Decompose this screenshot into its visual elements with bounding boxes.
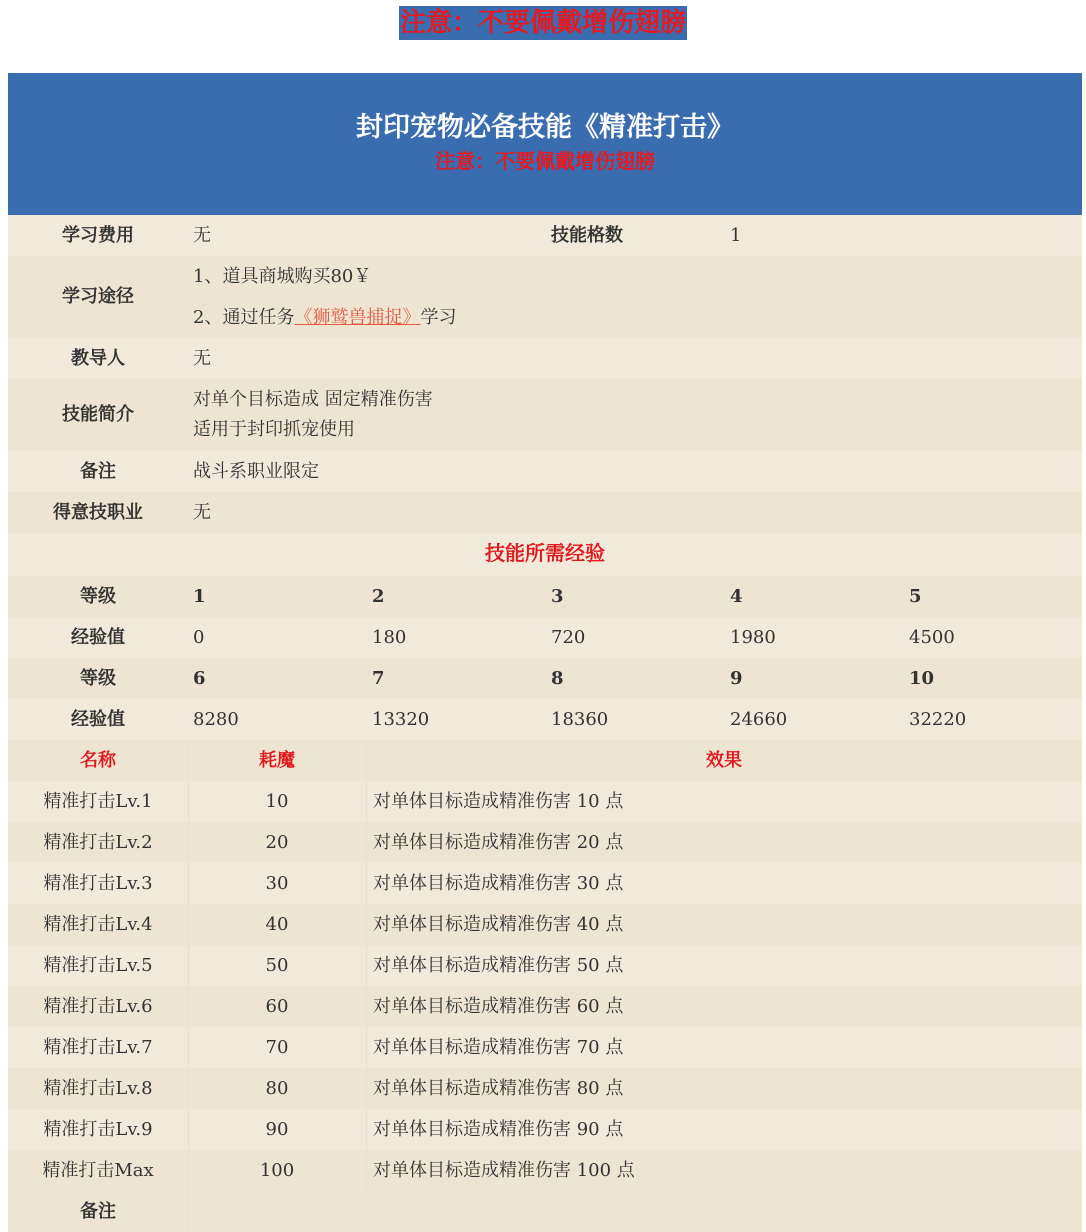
level-label: 等级 bbox=[80, 668, 116, 689]
info-row-route bbox=[8, 256, 1082, 338]
exp-section-title: 技能所需经验 bbox=[485, 541, 605, 565]
exp-level-row-1 bbox=[8, 576, 1082, 617]
route-line-2 bbox=[193, 297, 456, 338]
skill-level-name: 精准打击Lv.7 bbox=[43, 1037, 153, 1058]
exp-cell: 180 bbox=[372, 627, 407, 648]
level-cell: 2 bbox=[372, 586, 385, 607]
skill-level-name: 精准打击Lv.1 bbox=[43, 791, 153, 812]
exp-cell: 1980 bbox=[730, 627, 776, 648]
info-row-job bbox=[8, 492, 1082, 533]
level-cell: 9 bbox=[730, 668, 743, 689]
job-label: 得意技职业 bbox=[53, 502, 143, 523]
info-row-cost bbox=[8, 215, 1082, 256]
skill-level-name: 精准打击Lv.9 bbox=[43, 1119, 153, 1140]
col-header-mp: 耗魔 bbox=[259, 750, 295, 771]
table-row bbox=[8, 986, 1082, 1027]
exp-value-row-1 bbox=[8, 617, 1082, 658]
slots-label: 技能格数 bbox=[551, 225, 623, 246]
skill-level-mp: 80 bbox=[265, 1078, 289, 1099]
exp-cell: 8280 bbox=[193, 709, 239, 730]
exp-level-row-2 bbox=[8, 658, 1082, 699]
skill-level-mp: 30 bbox=[265, 873, 289, 894]
skill-table-footer bbox=[8, 1191, 1082, 1232]
col-header-name: 名称 bbox=[80, 750, 116, 771]
skill-level-name: 精准打击Lv.6 bbox=[43, 996, 153, 1017]
level-cell: 7 bbox=[372, 668, 385, 689]
skill-info-panel bbox=[8, 215, 1082, 1232]
skill-level-effect: 对单体目标造成精准伤害 20 点 bbox=[373, 832, 624, 853]
table-row bbox=[8, 1109, 1082, 1150]
info-row-intro bbox=[8, 379, 1082, 451]
skill-level-effect: 对单体目标造成精准伤害 80 点 bbox=[373, 1078, 624, 1099]
level-cell: 5 bbox=[909, 586, 922, 607]
skill-level-effect: 对单体目标造成精准伤害 50 点 bbox=[373, 955, 624, 976]
skill-table-header bbox=[8, 740, 1082, 781]
exp-label: 经验值 bbox=[71, 709, 125, 730]
job-value: 无 bbox=[193, 502, 211, 523]
skill-level-effect: 对单体目标造成精准伤害 60 点 bbox=[373, 996, 624, 1017]
exp-label: 经验值 bbox=[71, 627, 125, 648]
exp-cell: 720 bbox=[551, 627, 586, 648]
mentor-label: 教导人 bbox=[71, 348, 125, 369]
route-label: 学习途径 bbox=[62, 286, 134, 307]
slots-value: 1 bbox=[730, 225, 742, 246]
exp-cell: 4500 bbox=[909, 627, 955, 648]
page-title: 封印宠物必备技能《精准打击》 bbox=[356, 112, 734, 143]
table-row bbox=[8, 945, 1082, 986]
skill-level-mp: 40 bbox=[265, 914, 289, 935]
level-cell: 3 bbox=[551, 586, 564, 607]
intro-line-2: 适用于封印抓宠使用 bbox=[193, 419, 355, 440]
skill-level-effect: 对单体目标造成精准伤害 40 点 bbox=[373, 914, 624, 935]
route-line-1: 1、道具商城购买80￥ bbox=[193, 266, 372, 287]
mentor-value: 无 bbox=[193, 348, 211, 369]
cost-value: 无 bbox=[193, 225, 211, 246]
top-notice bbox=[0, 6, 1086, 40]
info-row-note bbox=[8, 451, 1082, 492]
table-row bbox=[8, 904, 1082, 945]
level-cell: 4 bbox=[730, 586, 743, 607]
skill-level-mp: 20 bbox=[265, 832, 289, 853]
table-row bbox=[8, 863, 1082, 904]
exp-cell: 32220 bbox=[909, 709, 967, 730]
table-row bbox=[8, 1150, 1082, 1191]
column-divider bbox=[188, 740, 189, 1232]
skill-level-name: 精准打击Max bbox=[42, 1160, 154, 1181]
intro-line-1: 对单个目标造成 固定精准伤害 bbox=[193, 389, 433, 410]
skill-level-name: 精准打击Lv.4 bbox=[43, 914, 153, 935]
page-header bbox=[8, 73, 1082, 215]
exp-value-row-2 bbox=[8, 699, 1082, 740]
skill-level-name: 精准打击Lv.8 bbox=[43, 1078, 153, 1099]
exp-cell: 0 bbox=[193, 627, 205, 648]
page-subtitle-warning: 注意：不要佩戴增伤翅膀 bbox=[435, 149, 655, 173]
top-notice-text: 注意：不要佩戴增伤翅膀 bbox=[399, 8, 686, 38]
skill-level-effect: 对单体目标造成精准伤害 90 点 bbox=[373, 1119, 624, 1140]
note-value: 战斗系职业限定 bbox=[193, 461, 319, 482]
exp-cell: 13320 bbox=[372, 709, 430, 730]
cost-label: 学习费用 bbox=[62, 225, 134, 246]
note-label: 备注 bbox=[80, 461, 116, 482]
table-row bbox=[8, 1027, 1082, 1068]
skill-level-effect: 对单体目标造成精准伤害 70 点 bbox=[373, 1037, 624, 1058]
skill-level-mp: 60 bbox=[265, 996, 289, 1017]
skill-level-mp: 100 bbox=[259, 1160, 295, 1181]
level-cell: 10 bbox=[909, 668, 935, 689]
route-line-2-suffix: 学习 bbox=[420, 307, 457, 328]
table-row bbox=[8, 781, 1082, 822]
column-divider bbox=[366, 740, 367, 1191]
level-cell: 8 bbox=[551, 668, 564, 689]
route-line-2-prefix: 2、通过任务 bbox=[193, 307, 295, 328]
skill-level-name: 精准打击Lv.5 bbox=[43, 955, 153, 976]
skill-level-effect: 对单体目标造成精准伤害 100 点 bbox=[373, 1160, 635, 1181]
exp-cell: 24660 bbox=[730, 709, 788, 730]
level-cell: 1 bbox=[193, 586, 206, 607]
skill-level-mp: 90 bbox=[265, 1119, 289, 1140]
skill-level-name: 精准打击Lv.2 bbox=[43, 832, 153, 853]
intro-label: 技能简介 bbox=[62, 404, 134, 425]
skill-level-effect: 对单体目标造成精准伤害 10 点 bbox=[373, 791, 624, 812]
info-row-mentor bbox=[8, 338, 1082, 379]
exp-section-header bbox=[8, 533, 1082, 574]
table-row bbox=[8, 1068, 1082, 1109]
quest-link-griffin-capture[interactable]: 《狮鹫兽捕捉》 bbox=[294, 307, 421, 328]
footer-note-label: 备注 bbox=[80, 1201, 116, 1222]
exp-cell: 18360 bbox=[551, 709, 609, 730]
skill-level-mp: 70 bbox=[265, 1037, 289, 1058]
table-row bbox=[8, 822, 1082, 863]
col-header-effect: 效果 bbox=[706, 750, 742, 771]
skill-level-mp: 50 bbox=[265, 955, 289, 976]
skill-level-effect: 对单体目标造成精准伤害 30 点 bbox=[373, 873, 624, 894]
skill-level-mp: 10 bbox=[265, 791, 289, 812]
level-label: 等级 bbox=[80, 586, 116, 607]
level-cell: 6 bbox=[193, 668, 206, 689]
skill-level-name: 精准打击Lv.3 bbox=[43, 873, 153, 894]
